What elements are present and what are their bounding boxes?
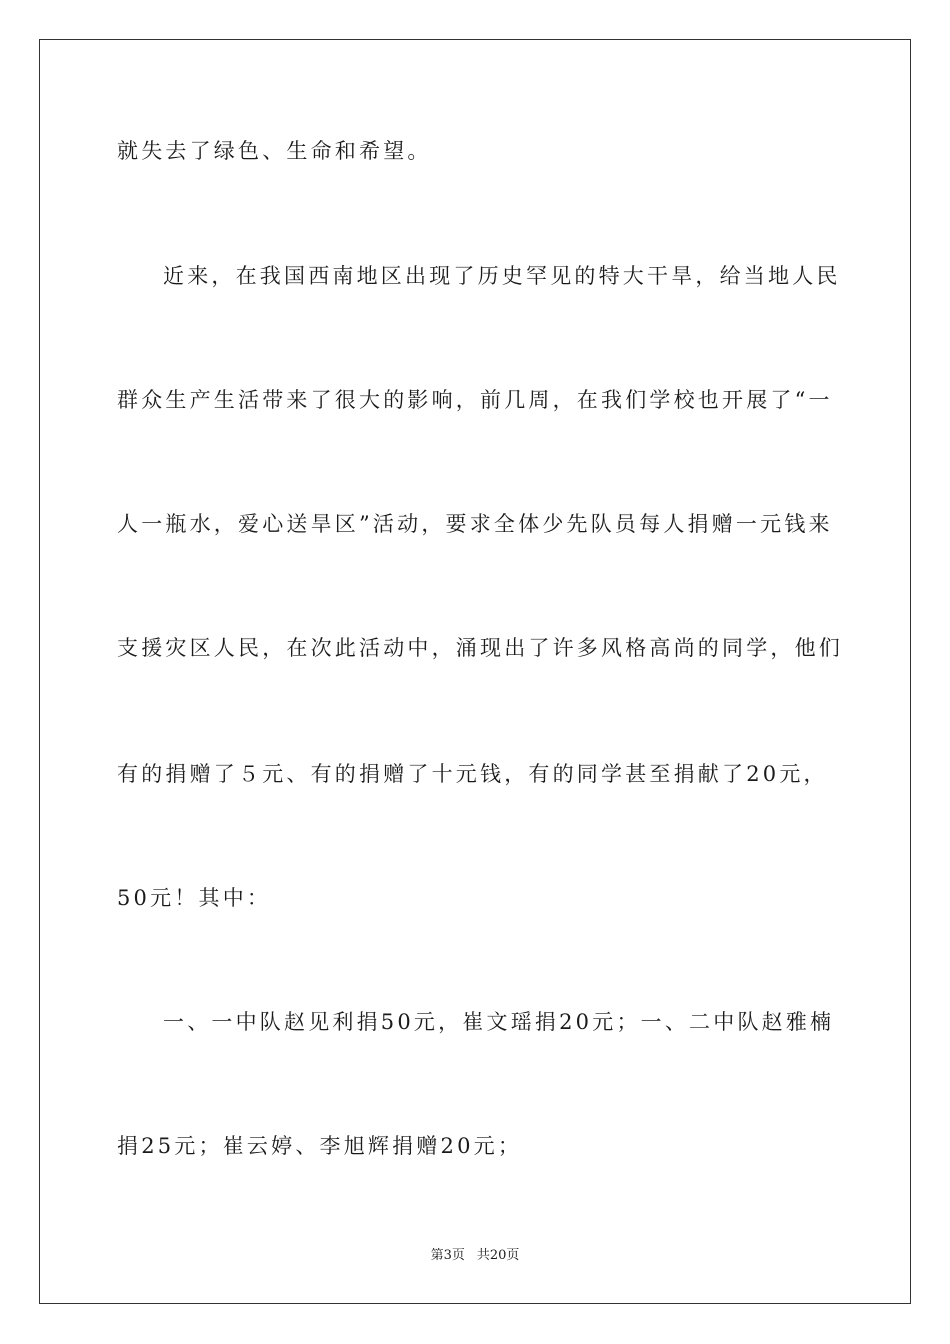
text-line: 就失去了绿色、生命和希望。 xyxy=(117,139,432,163)
text-line: 有的捐赠了５元、有的捐赠了十元钱，有的同学甚至捐献了20元， xyxy=(117,762,828,786)
text-line: 近来，在我国西南地区出现了历史罕见的特大干旱，给当地人民 xyxy=(163,264,841,288)
page-number: 第3页 xyxy=(430,1248,465,1263)
text-line: 支援灾区人民，在次此活动中，涌现出了许多风格高尚的同学，他们 xyxy=(117,636,843,660)
page-footer xyxy=(0,1247,950,1265)
text-line: 一、一中队赵见利捐50元，崔文瑶捐20元；一、二中队赵雅楠 xyxy=(163,1010,835,1034)
page-border xyxy=(39,39,911,1304)
text-line: 人一瓶水，爱心送旱区”活动，要求全体少先队员每人捐赠一元钱来 xyxy=(117,512,833,536)
text-line: 50元！其中： xyxy=(117,886,272,910)
page-total: 共20页 xyxy=(476,1248,520,1263)
text-line: 群众生产生活带来了很大的影响，前几周，在我们学校也开展了“一 xyxy=(117,388,833,412)
text-line: 捐25元；崔云婷、李旭辉捐赠20元； xyxy=(117,1134,523,1158)
